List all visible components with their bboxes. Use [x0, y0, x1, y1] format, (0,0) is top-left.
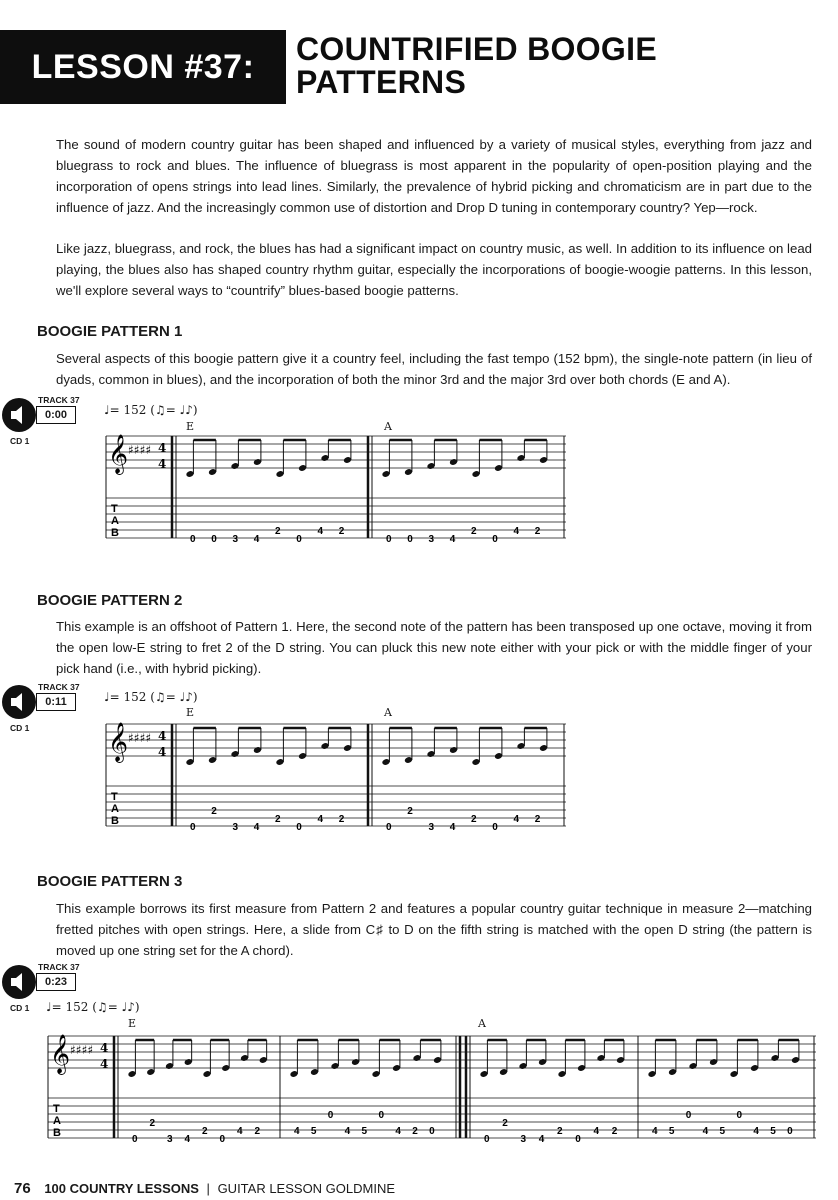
tab-fret-number: 2 [534, 814, 541, 825]
tab-fret-number: 4 [184, 1134, 191, 1145]
tempo-marking: ♩= 152 (♫= ♩♪) [46, 1000, 140, 1014]
time-signature-top: 4 [158, 729, 167, 743]
tab-fret-number: 3 [428, 534, 435, 545]
tab-fret-number: 4 [344, 1126, 351, 1137]
track-indicator-2 [0, 682, 90, 755]
key-signature-sharps-icon: ♯♯♯♯ [128, 731, 152, 745]
tab-fret-number: 2 [611, 1126, 618, 1137]
section-text-pattern-3: This example borrows its first measure from Pattern 2 and features a popular country guitar technique in measure 2—matching fretted pitches with open strings. Here, a slide from C♯ to D on the fifth string is matched with the open D string (the pattern is moved up one string set for the A chord). [56, 901, 812, 958]
speaker-icon [2, 398, 36, 432]
tab-fret-number: 3 [167, 1134, 173, 1145]
key-signature-sharps-icon: ♯♯♯♯ [70, 1043, 94, 1057]
tab-fret-number: 3 [520, 1134, 527, 1145]
tab-fret-number: 2 [202, 1126, 208, 1137]
tab-fret-number: 2 [338, 526, 345, 537]
notes-group-m4 [647, 1040, 800, 1078]
treble-clef-icon: 𝄞 [50, 1034, 71, 1074]
treble-clef-icon: 𝄞 [108, 722, 129, 762]
tab-fret-number: 2 [557, 1126, 563, 1137]
track-label: TRACK 37 [38, 395, 80, 405]
cd-label: CD 1 [10, 723, 30, 733]
notes-group-m2 [289, 1040, 442, 1078]
cd-label: CD 1 [10, 1003, 30, 1013]
intro-paragraph-1: The sound of modern country guitar has been shaped and influenced by a variety of musical styles, everything from jazz and bluegrass to rock and blues. The influence of bluegrass is most apparent in the popularity of open-position playing and the incorporation of opens strings into lead lines. Similarly, the prevalence of hybrid picking and chromaticism are in part due to the influence of jazz. And the increasingly common use of distortion and Drop D tuning in contemporary country? Yep—rock. [56, 137, 812, 215]
tab-fret-number: 2 [254, 1126, 261, 1137]
notation-system-2 [100, 716, 570, 846]
notes-group-m2 [381, 728, 548, 766]
tab-fret-number: 0 [327, 1110, 334, 1121]
tab-numbers-m2 [386, 526, 541, 545]
tab-fret-number: 0 [296, 534, 302, 545]
tab-fret-number: 4 [294, 1126, 300, 1137]
cd-label: CD 1 [10, 436, 30, 446]
treble-clef-icon: 𝄞 [108, 434, 129, 474]
track-time: 0:23 [36, 973, 76, 991]
chord-symbol-e: E [128, 1017, 137, 1030]
tab-fret-number: 5 [668, 1126, 675, 1137]
notes-group-m1 [185, 728, 352, 766]
tab-clef-b: B [111, 527, 119, 539]
tab-fret-number: 0 [736, 1110, 743, 1121]
tab-staff [106, 786, 566, 826]
section-text-pattern-2: This example is an offshoot of Pattern 1. Here, the second note of the pattern has been transposed up one octave, moving it from the open low-E string to fret 2 of the D string. You can pluck this new note either with your pick or with the middle finger of your pick hand (i.e., with hybrid picking). [56, 619, 812, 676]
tab-fret-number: 4 [253, 534, 260, 545]
tab-fret-number: 2 [338, 814, 345, 825]
notes-group-m1 [127, 1040, 267, 1078]
speaker-icon [2, 685, 36, 719]
tab-fret-number: 2 [275, 526, 281, 537]
chord-symbol-e: E [186, 420, 195, 433]
notation-system-1 [100, 428, 570, 558]
tab-fret-number: 4 [652, 1126, 658, 1137]
lesson-number-banner [0, 30, 286, 104]
tab-fret-number: 2 [502, 1118, 508, 1129]
tab-fret-number: 4 [753, 1126, 759, 1137]
tab-fret-number: 0 [429, 1126, 435, 1137]
tab-fret-number: 0 [132, 1134, 138, 1145]
tab-fret-number: 0 [575, 1134, 581, 1145]
tab-fret-number: 2 [211, 806, 217, 817]
tab-fret-number: 2 [275, 814, 281, 825]
tab-fret-number: 2 [471, 526, 477, 537]
tab-fret-number: 0 [685, 1110, 692, 1121]
time-signature-bottom: 4 [158, 745, 167, 759]
notes-group-m3 [479, 1040, 625, 1078]
track-time: 0:00 [36, 406, 76, 424]
tab-fret-number: 3 [428, 822, 435, 833]
time-signature-top: 4 [158, 441, 167, 455]
book-title: 100 COUNTRY LESSONS [44, 1181, 199, 1196]
tab-fret-number: 3 [232, 534, 239, 545]
tab-clef-t: T [53, 1103, 60, 1115]
tab-fret-number: 0 [219, 1134, 226, 1145]
tab-fret-number: 4 [317, 526, 324, 537]
tab-staff [106, 498, 566, 538]
tab-fret-number: 5 [361, 1126, 368, 1137]
chord-symbol-a: A [384, 706, 392, 719]
footer-separator: | [206, 1181, 210, 1196]
tab-fret-number: 2 [407, 806, 413, 817]
notation-system-3 [42, 1028, 822, 1158]
track-time: 0:11 [36, 693, 76, 711]
lesson-title-line1: COUNTRIFIED BOOGIE [296, 31, 657, 67]
chord-symbol-a: A [384, 420, 392, 433]
lesson-title [296, 33, 816, 99]
tab-fret-number: 0 [386, 822, 392, 833]
tab-fret-number: 4 [702, 1126, 709, 1137]
track-label: TRACK 37 [38, 682, 80, 692]
chord-symbol-e: E [186, 706, 195, 719]
tab-fret-number: 0 [211, 534, 217, 545]
tab-fret-number: 2 [471, 814, 477, 825]
notes-group-m2 [381, 440, 548, 478]
tab-fret-number: 0 [190, 822, 196, 833]
tab-clef-a: A [53, 1115, 61, 1127]
tab-clef-a: A [111, 803, 119, 815]
tab-fret-number: 0 [484, 1134, 490, 1145]
tab-fret-number: 4 [237, 1126, 243, 1137]
track-indicator-1 [0, 395, 90, 468]
tab-fret-number: 0 [787, 1126, 793, 1137]
tab-fret-number: 4 [449, 534, 456, 545]
tab-fret-number: 0 [378, 1110, 385, 1121]
tab-fret-number: 5 [719, 1126, 726, 1137]
time-signature-bottom: 4 [100, 1057, 109, 1071]
section-heading-pattern-2: BOOGIE PATTERN 2 [37, 592, 183, 609]
tab-fret-number: 2 [534, 526, 541, 537]
tempo-marking: ♩= 152 (♫= ♩♪) [104, 690, 198, 704]
tab-fret-number: 4 [593, 1126, 600, 1137]
track-label: TRACK 37 [38, 962, 80, 972]
tab-clef-b: B [111, 815, 119, 827]
tab-fret-number: 0 [492, 822, 498, 833]
tab-clef-a: A [111, 515, 119, 527]
speaker-icon [2, 965, 36, 999]
lesson-number: LESSON #37: [31, 47, 255, 86]
notes-group-m1 [185, 440, 352, 478]
lesson-title-line2: PATTERNS [296, 64, 467, 100]
time-signature-top: 4 [100, 1041, 109, 1055]
page-number: 76 [14, 1180, 31, 1197]
page-footer [14, 1180, 395, 1197]
tab-fret-number: 4 [513, 526, 520, 537]
tab-fret-number: 0 [407, 534, 413, 545]
section-heading-pattern-1: BOOGIE PATTERN 1 [37, 323, 183, 340]
tab-fret-number: 4 [513, 814, 520, 825]
series-title: GUITAR LESSON GOLDMINE [217, 1181, 396, 1196]
tab-fret-number: 4 [253, 822, 260, 833]
key-signature-sharps-icon: ♯♯♯♯ [128, 443, 152, 457]
tab-fret-number: 2 [149, 1118, 156, 1129]
tab-fret-number: 0 [190, 534, 196, 545]
tab-fret-number: 2 [412, 1126, 418, 1137]
tab-fret-number: 4 [449, 822, 456, 833]
tab-fret-number: 4 [317, 814, 324, 825]
intro-paragraph-2: Like jazz, bluegrass, and rock, the blues has had a significant impact on country music, as well. In addition to its influence on lead playing, the blues also has shaped country rhythm guitar, especially the incorporations of boogie-woogie patterns. In this lesson, we'll explore several ways to “countrify” blues-based boogie patterns. [56, 241, 812, 298]
tab-fret-number: 4 [395, 1126, 401, 1137]
chord-symbol-a: A [478, 1017, 486, 1030]
section-text-pattern-1: Several aspects of this boogie pattern give it a country feel, including the fast tempo (152 bpm), the single-note pattern (in lieu of dyads, common in blues), and the incorporation of both the minor 3rd and the major 3rd over both chords (E and A). [56, 351, 812, 387]
tab-fret-number: 3 [232, 822, 239, 833]
tempo-marking: ♩= 152 (♫= ♩♪) [104, 403, 198, 417]
tab-fret-number: 4 [538, 1134, 545, 1145]
tab-fret-number: 0 [386, 534, 392, 545]
time-signature-bottom: 4 [158, 457, 167, 471]
tab-clef-t: T [111, 791, 118, 803]
tab-fret-number: 0 [492, 534, 498, 545]
tab-fret-number: 5 [310, 1126, 317, 1137]
tab-clef-t: T [111, 503, 118, 515]
section-heading-pattern-3: BOOGIE PATTERN 3 [37, 873, 183, 890]
tab-numbers-m1 [190, 526, 345, 545]
tab-fret-number: 0 [296, 822, 302, 833]
tab-fret-number: 5 [770, 1126, 776, 1137]
tab-clef-b: B [53, 1127, 61, 1139]
